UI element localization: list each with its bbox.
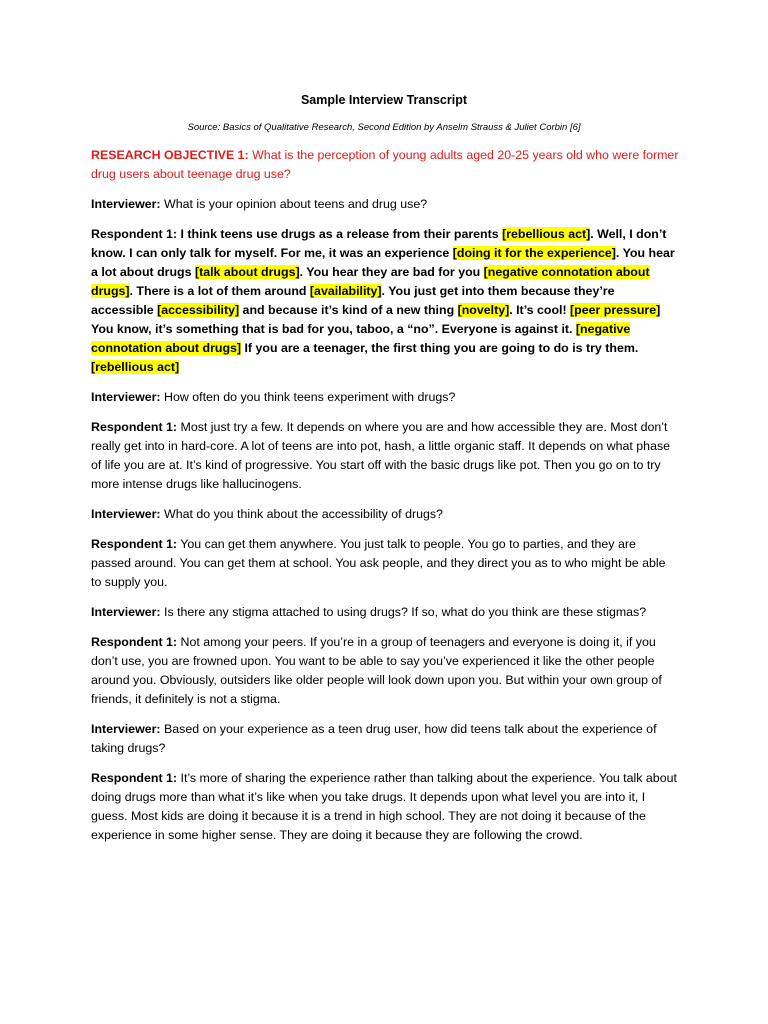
respondent-label: Respondent 1:	[91, 771, 178, 785]
interviewer-question	[91, 195, 679, 214]
answer-text: . You hear they are bad for you	[299, 265, 484, 279]
code-tag: [negative connotation about drugs]	[91, 322, 631, 355]
objective-label: RESEARCH OBJECTIVE 1:	[91, 148, 249, 162]
answer-text: You know, it’s something that is bad for you, taboo, a “no”. Everyone is against it.	[91, 322, 576, 336]
interviewer-label: Interviewer:	[91, 390, 161, 404]
code-tag: [accessibility]	[157, 303, 240, 317]
respondent-answer	[91, 769, 679, 845]
answer-text: and because it’s kind of a new thing	[239, 303, 458, 317]
respondent-answer	[91, 633, 679, 709]
code-tag: [availability]	[309, 284, 382, 298]
transcript-body	[91, 146, 679, 856]
code-tag: [novelty]	[457, 303, 510, 317]
question-text: How often do you think teens experiment with drugs?	[160, 390, 456, 404]
interviewer-label: Interviewer:	[91, 507, 161, 521]
question-text: What is your opinion about teens and drug use?	[160, 197, 428, 211]
answer-text: It’s more of sharing the experience rather than talking about the experience. You talk about doing drugs more than what it’s like when you take drugs. It depends upon what level you are into it, I guess. Most kids are doing it because it is a trend in high school. They are not doing it because of the experience in some higher sense. They are doing it because they are following the crowd.	[91, 771, 677, 842]
question-text: What do you think about the accessibility of drugs?	[160, 507, 443, 521]
answer-text: . Well, I don’t know. I can only talk for myself. For me, it was an experience	[91, 227, 667, 260]
answer-text: Not among your peers. If you’re in a group of teenagers and everyone is doing it, if you don’t use, you are frowned upon. You want to be able to say you’ve experienced it like the other people around you. Obviously, outsiders like older people will look down upon you. But within your own group of friends, it definitely is not a stigma.	[91, 635, 662, 706]
code-tag: [negative connotation about drugs]	[91, 265, 650, 298]
respondent-answer	[91, 418, 679, 494]
interviewer-question	[91, 388, 679, 407]
code-tag: [rebellious act]	[502, 227, 591, 241]
answer-text: Most just try a few. It depends on where you are and how accessible they are. Most don’t really get into in hard-core. A lot of teens are into pot, hash, a little organic staff. It depends on what phase of life you are at. It’s kind of progressive. You start off with the basic drugs like pot. Then you go on to try more intense drugs like hallucinogens.	[91, 420, 671, 491]
document-title: Sample Interview Transcript	[300, 93, 468, 107]
respondent-label: Respondent 1:	[91, 537, 178, 551]
research-objective	[91, 146, 679, 184]
answer-text: . You just get into them because they’re accessible	[91, 284, 615, 317]
answer-text: . It’s cool!	[509, 303, 571, 317]
respondent-answer	[91, 535, 679, 592]
interviewer-question	[91, 720, 679, 758]
interviewer-label: Interviewer:	[91, 722, 161, 736]
interviewer-question	[91, 505, 679, 524]
question-text: Based on your experience as a teen drug user, how did teens talk about the experience of taking drugs?	[91, 722, 657, 755]
answer-text: You can get them anywhere. You just talk to people. You go to parties, and they are passed around. You can get them at school. You ask people, and they direct you as to who might be able to supply you.	[91, 537, 666, 589]
interviewer-question	[91, 603, 679, 622]
code-tag: [rebellious act]	[91, 360, 180, 374]
interviewer-label: Interviewer:	[91, 197, 161, 211]
question-text: Is there any stigma attached to using drugs? If so, what do you think are these stigmas?	[160, 605, 647, 619]
respondent-label: Respondent 1:	[91, 227, 178, 241]
transcript	[91, 195, 679, 845]
objective-text: What is the perception of young adults aged 20-25 years old who were former drug users about teenage drug use?	[91, 148, 679, 181]
answer-text: . You hear a lot about drugs	[91, 246, 675, 279]
respondent-label: Respondent 1:	[91, 420, 178, 434]
respondent-label: Respondent 1:	[91, 635, 178, 649]
interviewer-label: Interviewer:	[91, 605, 161, 619]
respondent-answer	[91, 225, 679, 377]
answer-text: . There is a lot of them around	[129, 284, 310, 298]
code-tag: [peer pressure]	[570, 303, 661, 317]
answer-text: If you are a teenager, the first thing you are going to do is try them.	[241, 341, 639, 355]
document-source: Source: Basics of Qualitative Research, Second Edition by Anselm Strauss & Juliet Corbin [6]	[187, 122, 581, 133]
answer-text: I think teens use drugs as a release from their parents	[177, 227, 503, 241]
code-tag: [talk about drugs]	[194, 265, 300, 279]
code-tag: [doing it for the experience]	[452, 246, 616, 260]
